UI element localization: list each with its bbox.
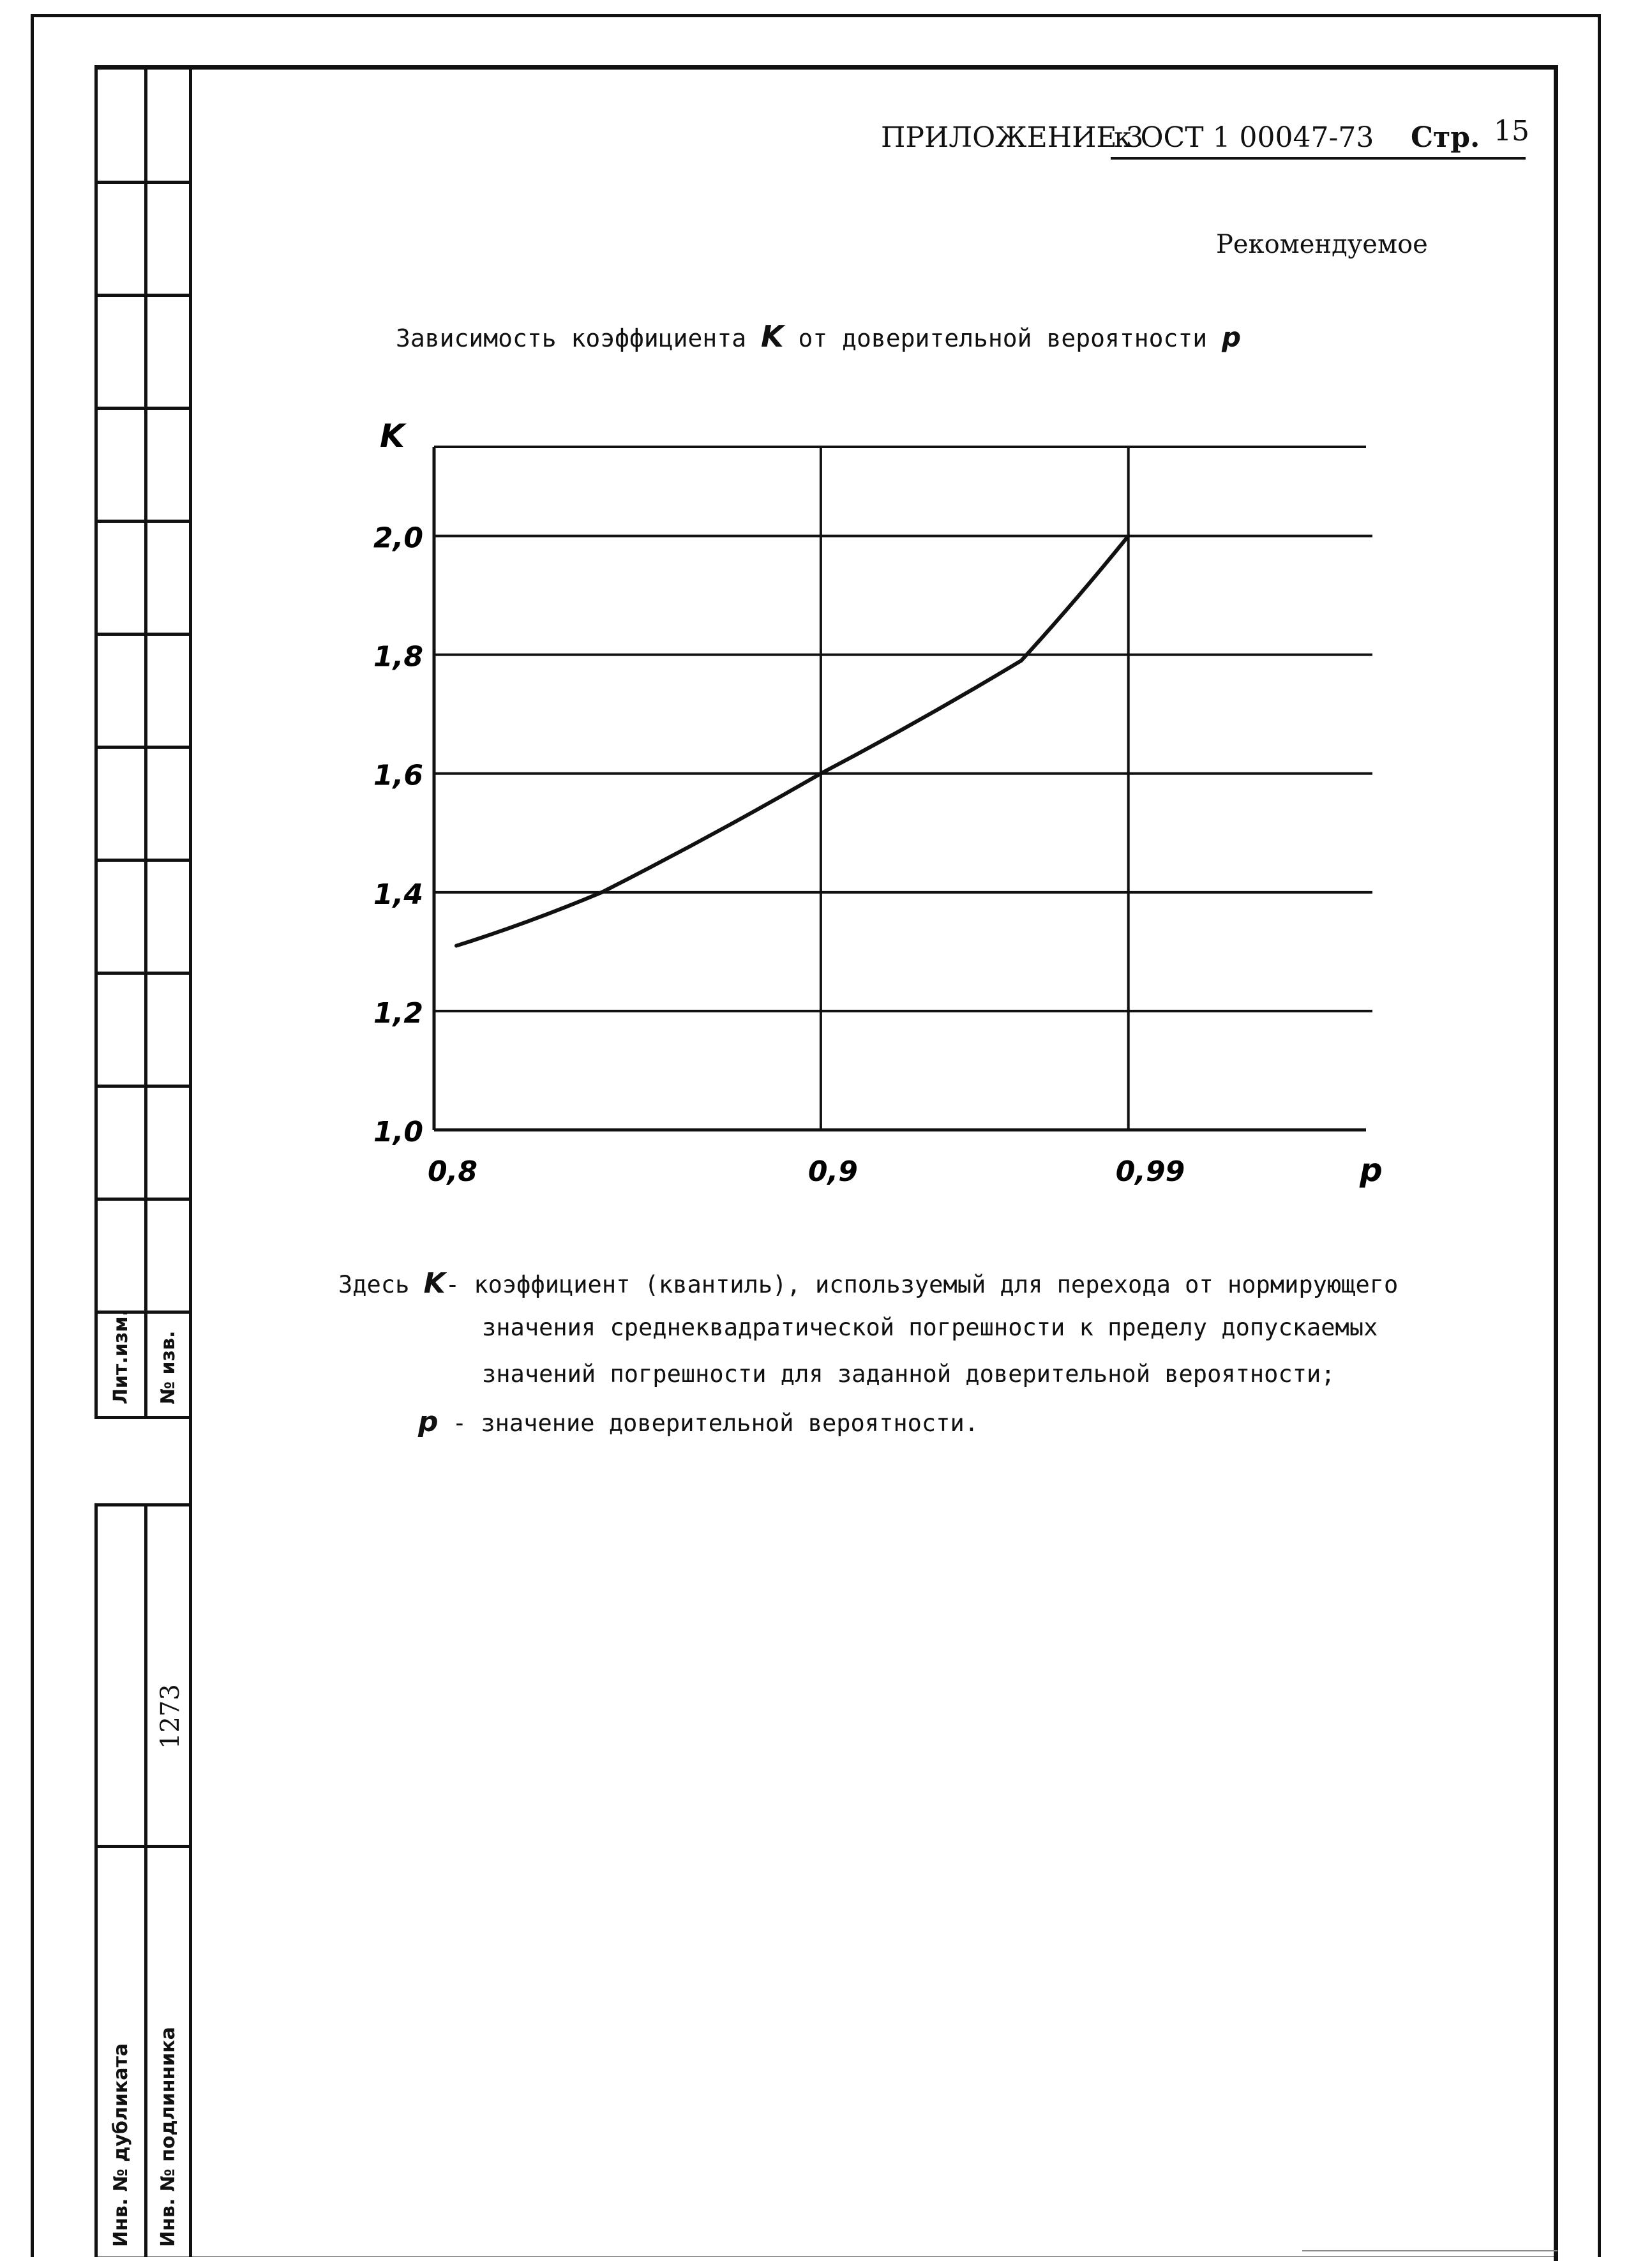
y-tick-label: 1,4 [373,878,423,911]
explanation-k-symbol: K [423,1267,446,1300]
explanation-k-line1 [338,1267,1398,1300]
explanation-p-dash: - [452,1409,467,1437]
y-tick-label: 1,2 [373,996,423,1030]
appendix-label: ПРИЛОЖЕНИЕ 3 [881,121,1144,154]
y-tick-label: 1,6 [373,759,423,792]
chart-title-p: p [1222,322,1242,353]
y-tick-label: 1,0 [373,1116,423,1148]
recommended-label: Рекомендуемое [1216,230,1428,259]
inner-frame-right [1554,65,1558,2261]
x-axis-label: p [1360,1152,1383,1189]
x-tick-label: 0,99 [1115,1155,1185,1188]
lit-izm-label: Лит.изм. [110,1309,132,1404]
no-izv-label: № изв. [157,1330,179,1404]
scan-mark [1302,2250,1558,2251]
chart-grid [434,447,1372,1130]
x-tick-labels [428,1155,1185,1188]
header-underline [1111,157,1526,160]
explanation-k-text1: коэффициент (квантиль), используемый для перехода от нормирующего [474,1271,1399,1298]
x-tick-label: 0,9 [807,1155,858,1188]
inner-frame-left [189,65,192,2257]
y-tick-label: 2,0 [373,522,423,555]
outer-border-top [31,14,1600,17]
explanation-p-text: значение доверительной вероятности. [481,1409,979,1437]
explanation-here: Здесь [338,1271,410,1298]
standard-reference: к ОСТ 1 00047-73 [1114,121,1374,154]
duplicate-number: 1273 [156,1684,185,1749]
outer-border-left [31,14,34,2257]
explanation-k-line3: значений погрешности для заданной доверительной вероятности; [482,1360,1335,1388]
chart-title-prefix: Зависимость коэффициента [396,324,747,352]
inv-dublikata-label: Инв. № дубликата [110,2043,132,2247]
explanation-k-line2: значения среднеквадратической погрешности к пределу допускаемых [482,1314,1378,1341]
inner-frame-top [94,65,1558,70]
k-curve [456,536,1129,946]
inv-podlinnika-label: Инв. № подлинника [157,2027,179,2247]
outer-border-right [1598,14,1601,2257]
x-tick-label: 0,8 [428,1155,477,1188]
k-vs-p-chart [345,421,1430,1219]
page-number: 15 [1494,115,1529,147]
page-label: Стр. [1411,121,1480,154]
explanation-k-dash: - [445,1271,460,1298]
chart-title-k: K [760,319,784,354]
chart-title [396,319,1241,354]
explanation-p-symbol: p [418,1406,439,1438]
y-axis-label: K [380,421,405,454]
explanation-p-line [418,1406,979,1438]
y-tick-label: 1,8 [373,640,423,673]
y-tick-labels [373,522,423,1148]
chart-title-middle: от доверительной вероятности [798,324,1208,352]
